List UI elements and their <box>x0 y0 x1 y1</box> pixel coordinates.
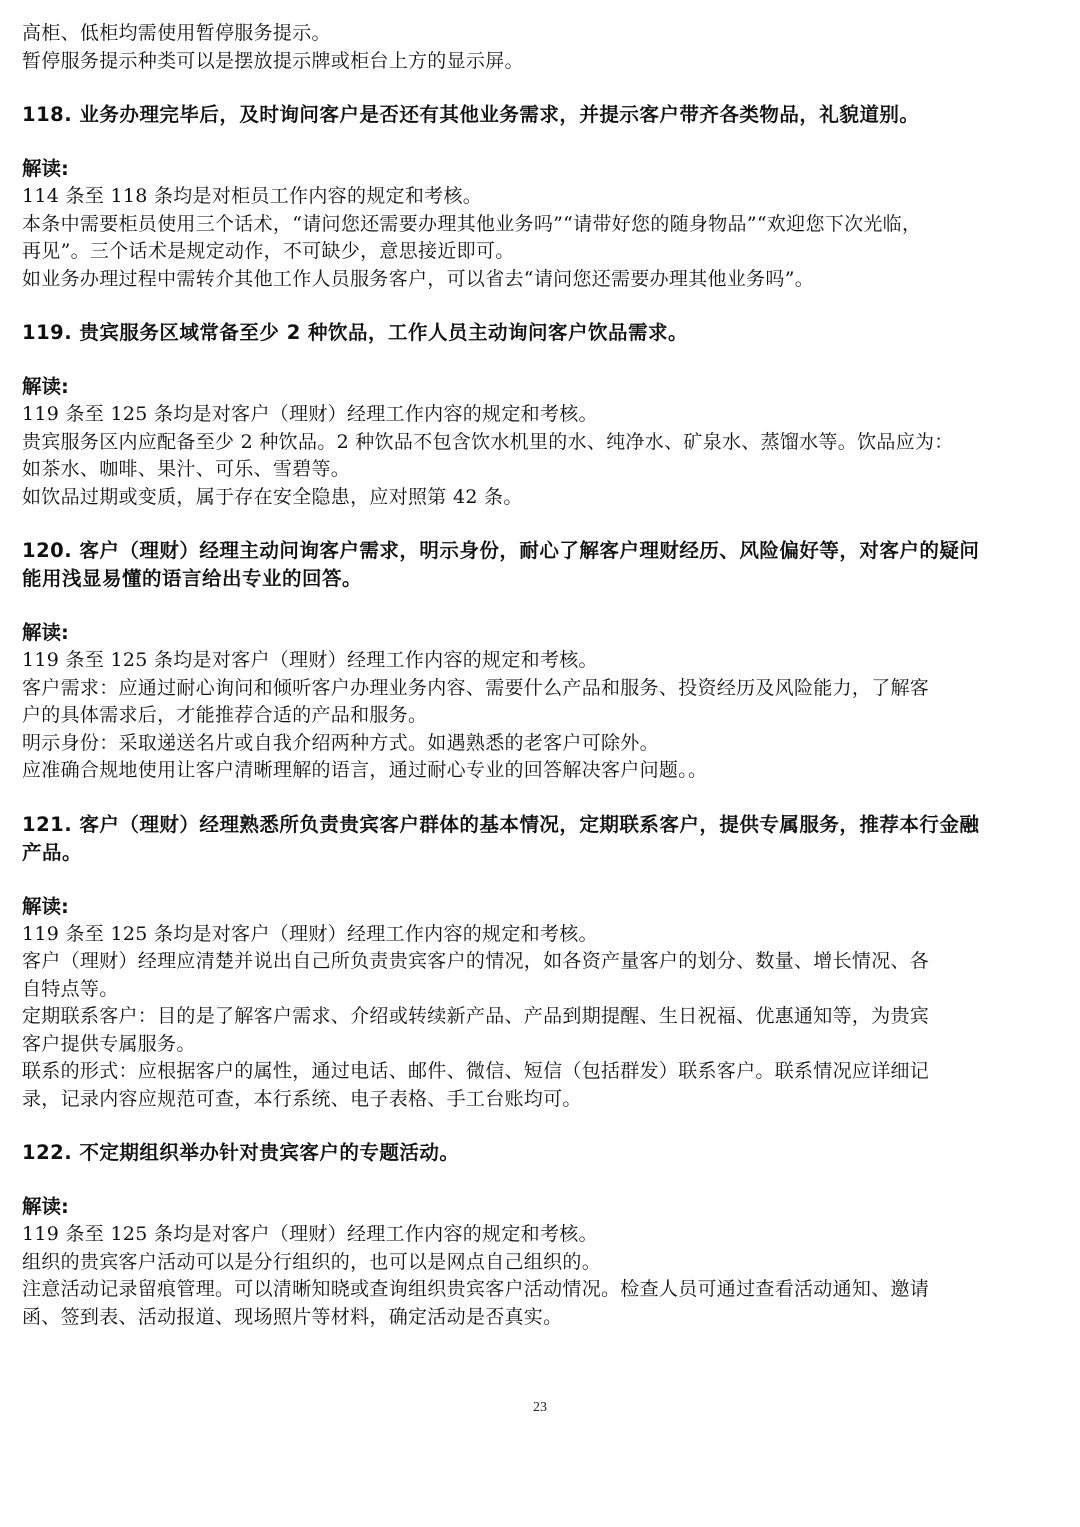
section-heading: 120. 客户（理财）经理主动问询客户需求，明示身份，耐心了解客户理财经历、风险偏好等，对客户的疑问 <box>22 539 980 562</box>
body-line: 如茶水、咖啡、果汁、可乐、雪碧等。 <box>22 458 351 480</box>
body-line: 119 条至 125 条均是对客户（理财）经理工作内容的规定和考核。 <box>22 649 598 671</box>
intro-line: 暂停服务提示种类可以是摆放提示牌或柜台上方的显示屏。 <box>22 49 524 72</box>
body-line: 联系的形式：应根据客户的属性，通过电话、邮件、微信、短信（包括群发）联系客户。联系情况应详细记 <box>22 1060 930 1082</box>
interpretation-label: 解读: <box>22 1195 69 1218</box>
body-line: 如饮品过期或变质，属于存在安全隐患，应对照第 42 条。 <box>22 485 523 508</box>
body-line: 户的具体需求后，才能推荐合适的产品和服务。 <box>22 704 428 726</box>
body-line: 函、签到表、活动报道、现场照片等材料，确定活动是否真实。 <box>22 1305 563 1328</box>
interpretation-label: 解读: <box>22 375 69 398</box>
body-line: 组织的贵宾客户活动可以是分行组织的，也可以是网点自己组织的。 <box>22 1250 602 1273</box>
body-line: 如业务办理过程中需转介其他工作人员服务客户，可以省去“请问您还需要办理其他业务吗”。 <box>22 267 815 290</box>
page-number: 23 <box>533 1400 547 1415</box>
body-line: 贵宾服务区内应配备至少 2 种饮品。2 种饮品不包含饮水机里的水、纯净水、矿泉水、蒸馏水等。饮品应为： <box>22 430 954 453</box>
section-heading: 122. 不定期组织举办针对贵宾客户的专题活动。 <box>22 1141 460 1164</box>
interpretation-label: 解读: <box>22 894 69 918</box>
body-line: 定期联系客户：目的是了解客户需求、介绍或转续新产品、产品到期提醒、生日祝福、优惠通知等，为贵宾 <box>22 1005 930 1027</box>
body-line: 客户需求：应通过耐心询问和倾听客户办理业务内容、需要什么产品和服务、投资经历及风险能力，了解客 <box>22 676 930 699</box>
body-line: 本条中需要柜员使用三个话术，“请问您还需要办理其他业务吗”“请带好您的随身物品”“欢迎您下次光临， <box>22 212 922 235</box>
body-line: 应准确合规地使用让客户清晰理解的语言，通过耐心专业的回答解决客户问题。。 <box>22 759 708 781</box>
body-line: 客户提供专属服务。 <box>22 1032 196 1055</box>
body-line: 119 条至 125 条均是对客户（理财）经理工作内容的规定和考核。 <box>22 403 598 425</box>
section-heading: 119. 贵宾服务区域常备至少 2 种饮品，工作人员主动询问客户饮品需求。 <box>22 321 689 344</box>
interpretation-label: 解读: <box>22 157 69 180</box>
body-line: 114 条至 118 条均是对柜员工作内容的规定和考核。 <box>22 185 483 207</box>
document-page <box>22 20 1060 1331</box>
body-line: 119 条至 125 条均是对客户（理财）经理工作内容的规定和考核。 <box>22 922 598 945</box>
body-line: 明示身份：采取递送名片或自我介绍两种方式。如遇熟悉的老客户可除外。 <box>22 731 659 754</box>
interpretation-label: 解读: <box>22 621 69 644</box>
body-line: 119 条至 125 条均是对客户（理财）经理工作内容的规定和考核。 <box>22 1223 598 1245</box>
body-line: 自特点等。 <box>22 977 119 1000</box>
body-line: 录，记录内容应规范可查，本行系统、电子表格、手工台账均可。 <box>22 1087 582 1110</box>
body-line: 客户（理财）经理应清楚并说出自己所负责贵宾客户的情况，如各资产量客户的划分、数量、增长情况、各 <box>22 950 930 972</box>
body-line: 注意活动记录留痕管理。可以清晰知晓或查询组织贵宾客户活动情况。检查人员可通过查看活动通知、邀请 <box>22 1278 930 1300</box>
section-heading: 121. 客户（理财）经理熟悉所负责贵宾客户群体的基本情况，定期联系客户，提供专属服务，推荐本行金融 <box>22 812 980 836</box>
intro-line: 高柜、低柜均需使用暂停服务提示。 <box>22 22 331 44</box>
body-line: 再见”。三个话术是规定动作，不可缺少，意思接近即可。 <box>22 240 515 262</box>
section-heading: 能用浅显易懂的语言给出专业的回答。 <box>22 567 363 590</box>
section-heading: 产品。 <box>22 840 83 864</box>
section-heading: 118. 业务办理完毕后，及时询问客户是否还有其他业务需求，并提示客户带齐各类物品，礼貌道别。 <box>22 103 920 126</box>
